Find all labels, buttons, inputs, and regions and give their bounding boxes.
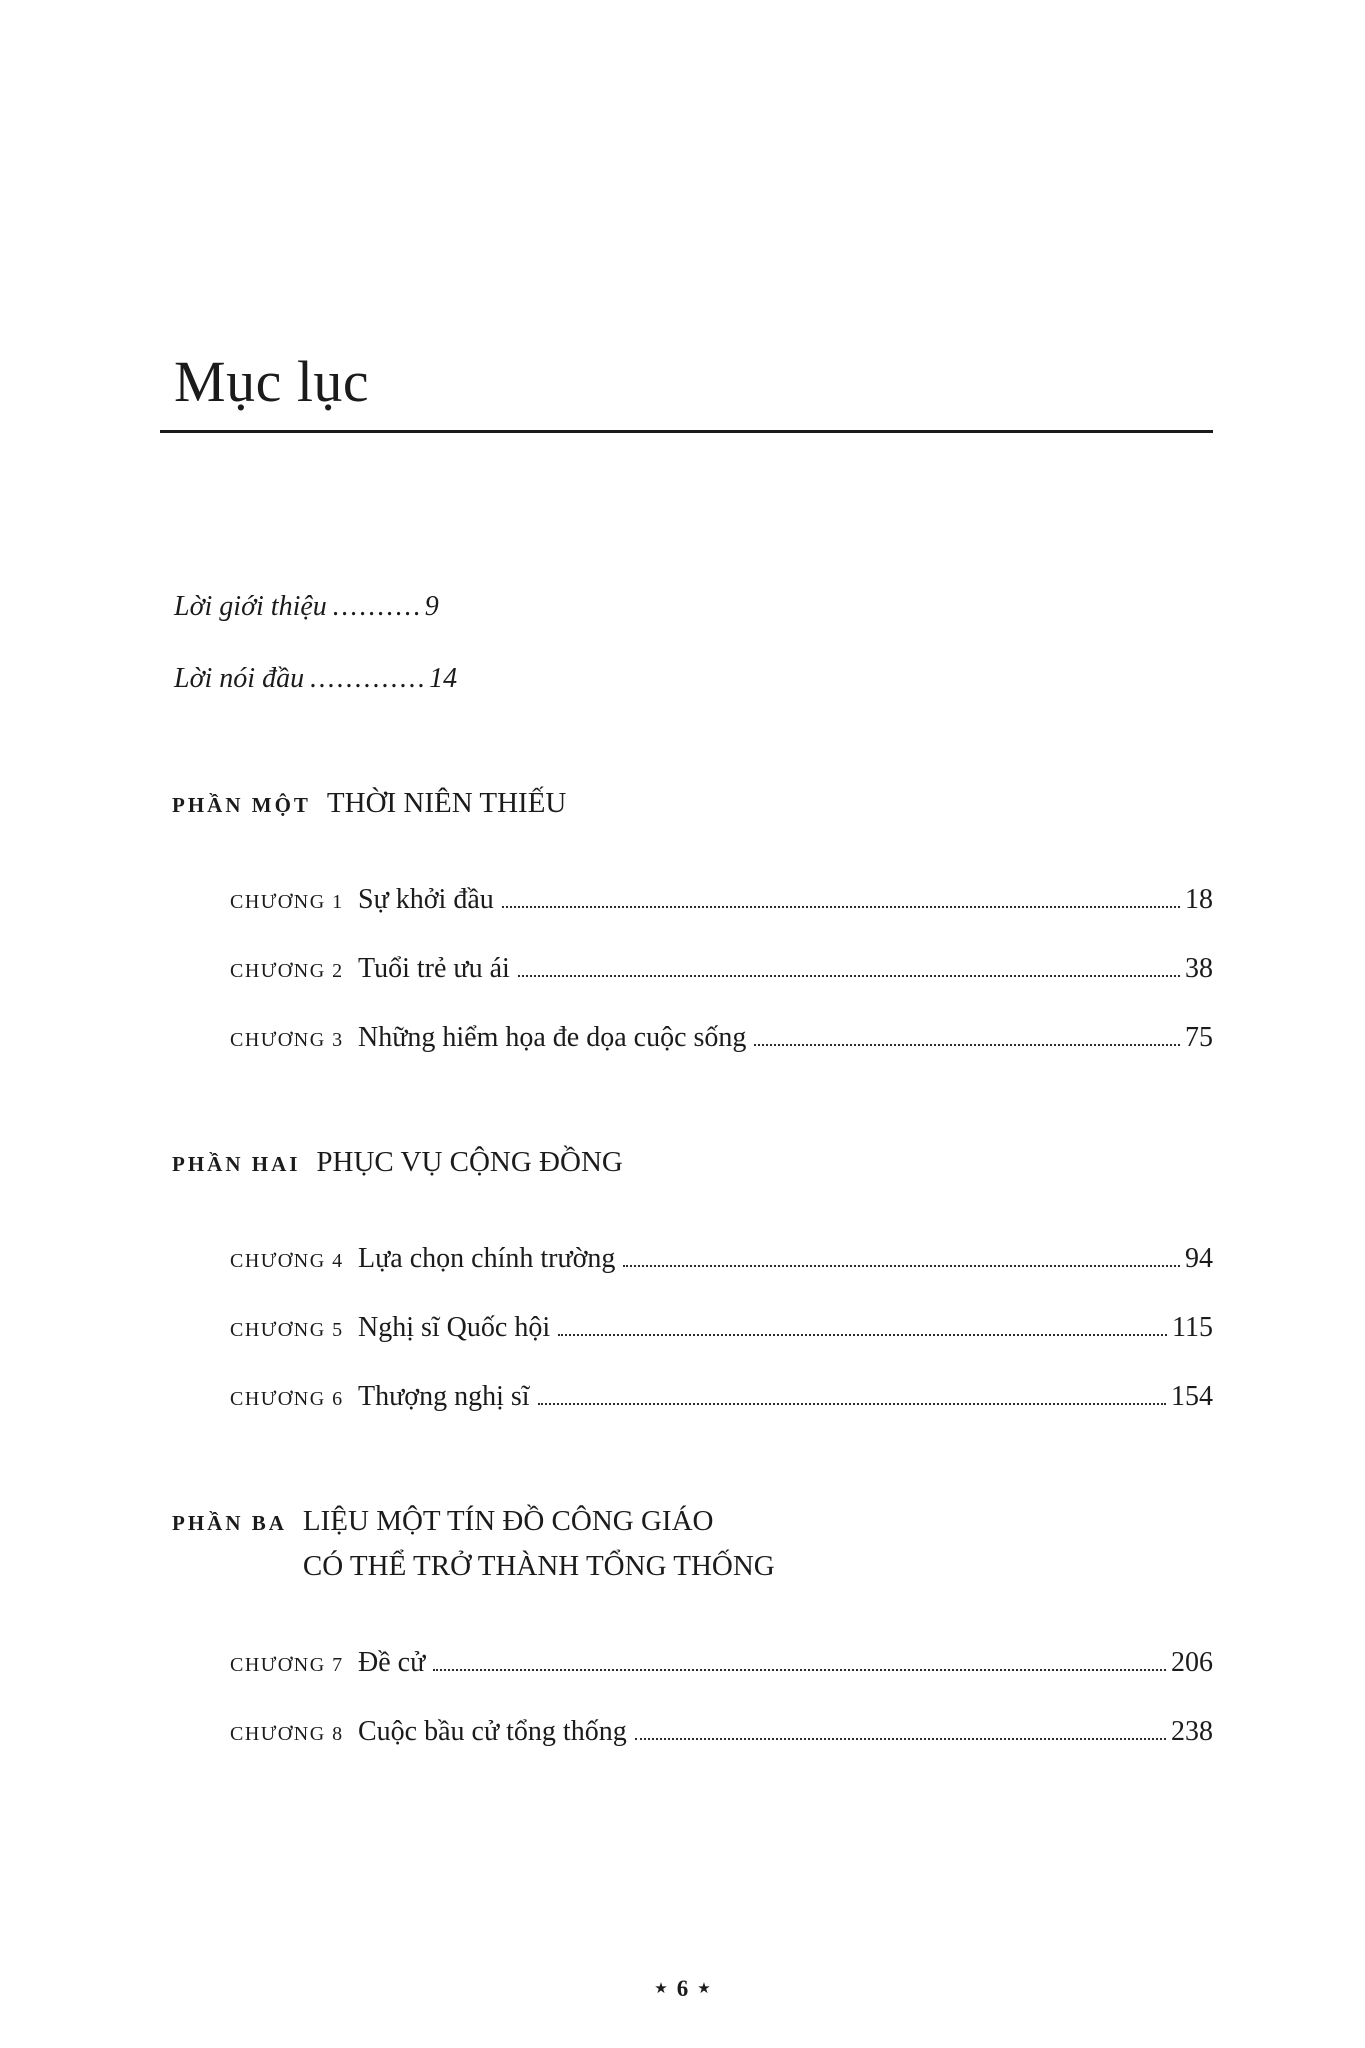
entry-title: Lời giới thiệu [174, 590, 327, 622]
entry-title: Lời nói đầu [174, 662, 305, 694]
chapter-title: Đề cử [358, 1646, 426, 1678]
toc-chapter-row [230, 1312, 1213, 1344]
chapter-page-number: 206 [1171, 1646, 1213, 1678]
chapter-title: Sự khởi đầu [358, 883, 494, 915]
chapter-title: Lựa chọn chính trường [358, 1242, 616, 1274]
chapter-page-number: 238 [1171, 1715, 1213, 1747]
entry-page-number: 14 [429, 662, 458, 694]
chapter-label: CHƯƠNG 3 [230, 1028, 344, 1051]
chapter-label: CHƯƠNG 8 [230, 1722, 344, 1745]
part-title [316, 1140, 622, 1185]
part-title-line: PHỤC VỤ CỘNG ĐỒNG [316, 1145, 623, 1178]
dotted-leader [538, 1403, 1166, 1405]
part-heading [172, 1499, 1213, 1589]
part-label: PHẦN BA [172, 1510, 287, 1535]
chapter-label: CHƯƠNG 6 [230, 1387, 344, 1410]
chapter-label: CHƯƠNG 1 [230, 890, 344, 913]
part-title-line: LIỆU MỘT TÍN ĐỒ CÔNG GIÁO [302, 1504, 714, 1537]
page-footer [0, 1976, 1365, 2002]
dotted-leader [558, 1334, 1167, 1336]
page-title: Mục lục [174, 349, 370, 414]
front-matter-section [174, 591, 1213, 695]
front-matter-entry [174, 663, 1213, 695]
part-label: PHẦN MỘT [172, 792, 311, 817]
chapter-title: Tuổi trẻ ưu ái [358, 952, 510, 984]
toc-chapter-row [230, 1647, 1213, 1679]
chapter-page-number: 94 [1185, 1242, 1213, 1274]
toc-chapter-row [230, 884, 1213, 916]
chapter-page-number: 154 [1171, 1380, 1213, 1412]
front-matter-entry [174, 591, 1213, 623]
dotted-leader [635, 1738, 1166, 1740]
chapter-page-number: 38 [1185, 952, 1213, 984]
part-heading [172, 1140, 1213, 1185]
chapter-label: CHƯƠNG 7 [230, 1653, 344, 1676]
chapter-page-number: 18 [1185, 883, 1213, 915]
toc-part-three [160, 1499, 1213, 1748]
chapter-page-number: 115 [1172, 1311, 1213, 1343]
part-label: PHẦN HAI [172, 1151, 301, 1176]
part-title-line: CÓ THỂ TRỞ THÀNH TỔNG THỐNG [302, 1549, 775, 1582]
star-icon: ★ [697, 1981, 711, 1997]
chapter-title: Cuộc bầu cử tổng thống [358, 1715, 627, 1747]
chapter-list [160, 1647, 1213, 1748]
chapter-label: CHƯƠNG 5 [230, 1318, 344, 1341]
part-heading [172, 781, 1213, 826]
toc-chapter-row [230, 1381, 1213, 1413]
chapter-list [160, 884, 1213, 1054]
chapter-title: Nghị sĩ Quốc hội [358, 1311, 551, 1343]
part-title [303, 1499, 775, 1589]
chapter-label: CHƯƠNG 2 [230, 959, 344, 982]
chapter-page-number: 75 [1185, 1021, 1213, 1053]
chapter-label: CHƯƠNG 4 [230, 1249, 344, 1272]
dotted-leader: ............. [310, 662, 428, 694]
chapter-list [160, 1243, 1213, 1413]
dotted-leader [754, 1044, 1180, 1046]
toc-part-one [160, 781, 1213, 1054]
toc-part-two [160, 1140, 1213, 1413]
toc-chapter-row [230, 1716, 1213, 1748]
dotted-leader: .......... [332, 590, 423, 622]
chapter-title: Thượng nghị sĩ [358, 1380, 530, 1412]
entry-page-number: 9 [424, 590, 439, 622]
part-title-line: THỜI NIÊN THIẾU [326, 786, 567, 819]
toc-chapter-row [230, 1022, 1213, 1054]
dotted-leader [433, 1669, 1166, 1671]
dotted-leader [623, 1265, 1180, 1267]
part-title [327, 781, 566, 826]
chapter-title: Những hiểm họa đe dọa cuộc sống [358, 1021, 747, 1053]
toc-chapter-row [230, 953, 1213, 985]
dotted-leader [502, 906, 1180, 908]
toc-chapter-row [230, 1243, 1213, 1275]
dotted-leader [518, 975, 1180, 977]
page-number: 6 [676, 1976, 689, 2001]
title-rule [160, 430, 1213, 433]
star-icon: ★ [654, 1981, 668, 1997]
